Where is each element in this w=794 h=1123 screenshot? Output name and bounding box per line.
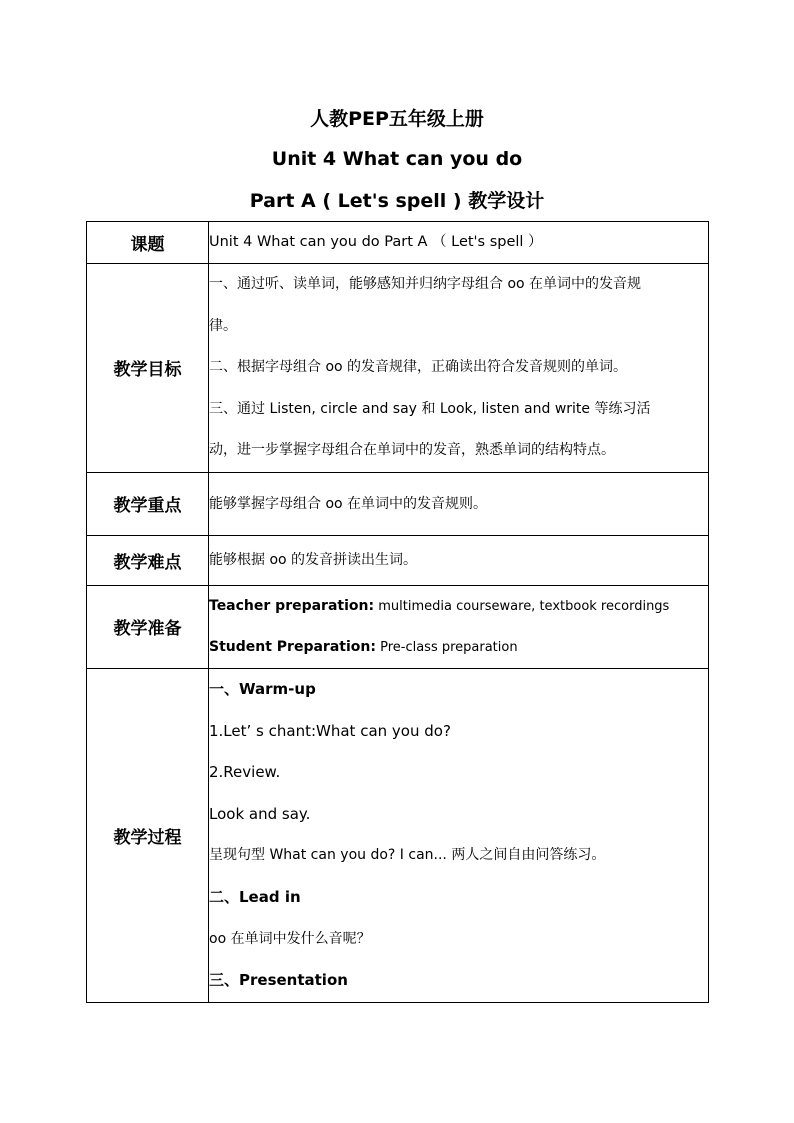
process-line: Look and say. <box>209 804 311 823</box>
process-line: 呈现句型 What can you do? I can... 两人之间自由问答练习。 <box>209 847 606 864</box>
teacher-preparation-label: Teacher preparation: <box>209 597 375 614</box>
preparation-label: 教学准备 <box>87 585 209 668</box>
student-preparation-label: Student Preparation: <box>209 638 376 655</box>
objective-line: 一、通过听、读单词，能够感知并归纳字母组合 oo 在单词中的发音规 <box>209 276 642 292</box>
process-line: oo 在单词中发什么音呢？ <box>209 930 371 947</box>
difficulties-row <box>87 535 709 585</box>
student-preparation-value: Pre-class preparation <box>375 639 518 655</box>
process-label: 教学过程 <box>87 668 209 1002</box>
teacher-preparation-line <box>209 586 708 627</box>
objective-line: 动，进一步掌握字母组合在单词中的发音，熟悉单词的结构特点。 <box>209 442 615 459</box>
preparation-cell <box>209 585 709 668</box>
document-title-line1: 人教PEP五年级上册 <box>310 108 484 130</box>
teacher-preparation-value: multimedia courseware, textbook recordings <box>374 598 670 614</box>
topic-cell <box>209 222 709 264</box>
process-heading: 二、Lead in <box>209 887 301 906</box>
key-points-value: 能够掌握字母组合 oo 在单词中的发音规则。 <box>209 495 488 512</box>
objectives-row <box>87 264 709 473</box>
objective-line: 律。 <box>209 317 237 334</box>
objectives-label: 教学目标 <box>87 264 209 473</box>
topic-value: Unit 4 What can you do Part A （ Let's spell ） <box>209 234 543 250</box>
objective-line: 三、通过 Listen, circle and say 和 Look, listen and write 等练习活 <box>209 400 651 417</box>
objective-line: 二、根据字母组合 oo 的发音规律，正确读出符合发音规则的单词。 <box>209 359 628 376</box>
key-points-label: 教学重点 <box>87 472 209 535</box>
document-title-line3: Part A ( Let's spell ) 教学设计 <box>249 190 545 212</box>
key-points-cell <box>209 472 709 535</box>
lesson-plan-table <box>86 221 709 1003</box>
process-cell <box>209 668 709 1002</box>
document-title-line2: Unit 4 What can you do <box>271 148 523 170</box>
process-heading: 一、Warm-up <box>209 679 316 698</box>
topic-label: 课题 <box>87 222 209 264</box>
key-points-row <box>87 472 709 535</box>
process-row <box>87 668 709 1002</box>
preparation-row <box>87 585 709 668</box>
objectives-cell <box>209 264 709 473</box>
difficulties-label: 教学难点 <box>87 535 209 585</box>
topic-row <box>87 222 709 264</box>
process-heading: 三、Presentation <box>209 971 348 990</box>
process-line: 2.Review. <box>209 763 281 782</box>
student-preparation-line <box>209 627 708 668</box>
difficulties-value: 能够根据 oo 的发音拼读出生词。 <box>209 552 418 569</box>
process-line: 1.Let’ s chant:What can you do? <box>209 721 451 740</box>
difficulties-cell <box>209 535 709 585</box>
